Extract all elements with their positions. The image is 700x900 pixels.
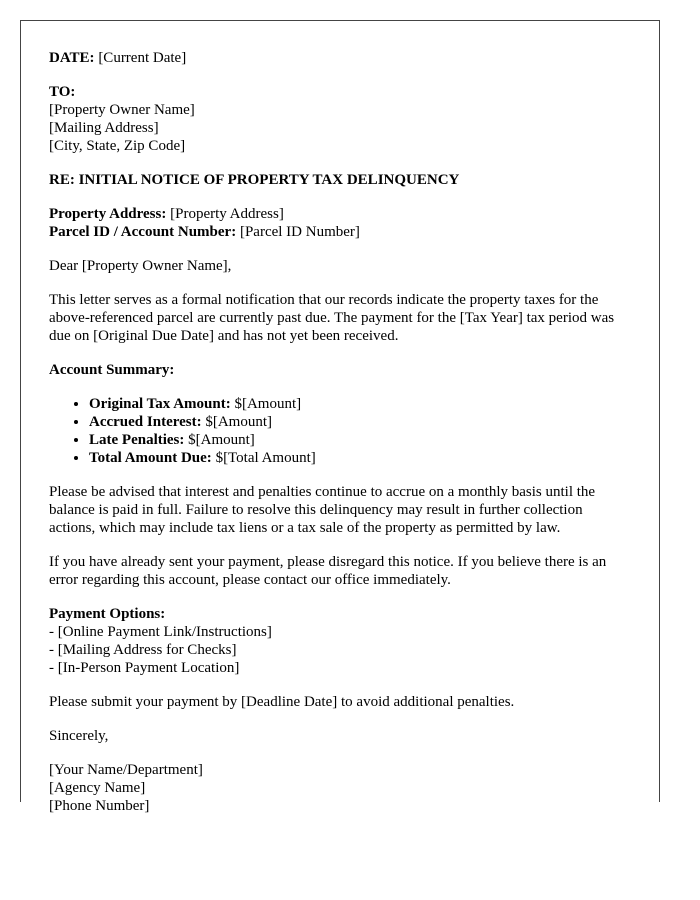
payment-option-item: - [In-Person Payment Location] <box>49 660 240 676</box>
summary-item-value: $[Amount] <box>234 396 302 412</box>
signature-agency: [Agency Name] <box>49 780 146 796</box>
summary-item-label: Total Amount Due: <box>89 450 212 466</box>
deadline-paragraph: Please submit your payment by [Deadline Date] to avoid additional penalties. <box>49 694 515 710</box>
letter-body <box>21 21 659 815</box>
property-address-value: [Property Address] <box>170 206 284 222</box>
recipient-block <box>49 83 631 155</box>
property-address-line <box>49 205 631 223</box>
salutation: Dear [Property Owner Name], <box>49 258 232 274</box>
signature-block <box>49 761 631 815</box>
recipient-mailing-address: [Mailing Address] <box>49 120 159 136</box>
date-label: DATE: <box>49 50 95 66</box>
date-value: [Current Date] <box>98 50 187 66</box>
signature-name: [Your Name/Department] <box>49 762 203 778</box>
recipient-name: [Property Owner Name] <box>49 102 195 118</box>
signature-phone: [Phone Number] <box>49 798 150 814</box>
parcel-id-value: [Parcel ID Number] <box>239 224 360 240</box>
intro-paragraph: This letter serves as a formal notification that our records indicate the property taxes for the above-referenced parcel are currently past due. The payment for the [Tax Year] tax period was due on [Original Due Date] and has not yet been received. <box>49 292 615 344</box>
summary-item-value: $[Amount] <box>188 432 255 448</box>
payment-options-block <box>49 605 631 677</box>
summary-item-value: $[Amount] <box>205 414 273 430</box>
disregard-paragraph: If you have already sent your payment, please disregard this notice. If you believe there is an error regarding this account, please contact our office immediately. <box>49 554 607 588</box>
recipient-city-state-zip: [City, State, Zip Code] <box>49 138 186 154</box>
summary-item-label: Late Penalties: <box>89 432 185 448</box>
payment-option-item: - [Online Payment Link/Instructions] <box>49 624 272 640</box>
list-item <box>89 431 631 449</box>
subject-text: RE: INITIAL NOTICE OF PROPERTY TAX DELINQUENCY <box>49 172 460 188</box>
to-label: TO: <box>49 84 76 100</box>
parcel-id-label: Parcel ID / Account Number: <box>49 224 237 240</box>
payment-option-item: - [Mailing Address for Checks] <box>49 642 237 658</box>
summary-item-label: Accrued Interest: <box>89 414 202 430</box>
list-item <box>89 395 631 413</box>
letter-page <box>20 20 660 814</box>
closing: Sincerely, <box>49 728 109 744</box>
list-item <box>89 449 631 467</box>
property-address-label: Property Address: <box>49 206 167 222</box>
property-info-block <box>49 205 631 241</box>
subject-line <box>49 171 631 189</box>
payment-options-heading: Payment Options: <box>49 606 166 622</box>
summary-item-value: $[Total Amount] <box>215 450 316 466</box>
parcel-id-line <box>49 223 631 241</box>
summary-item-label: Original Tax Amount: <box>89 396 231 412</box>
account-summary-list <box>49 395 631 467</box>
account-summary-heading: Account Summary: <box>49 362 175 378</box>
advisory-paragraph: Please be advised that interest and penalties continue to accrue on a monthly basis until the balance is paid in full. Failure to resolve this delinquency may result in further collection actions, which may include tax liens or a tax sale of the property as permitted by law. <box>49 484 596 536</box>
date-line <box>49 49 631 67</box>
list-item <box>89 413 631 431</box>
